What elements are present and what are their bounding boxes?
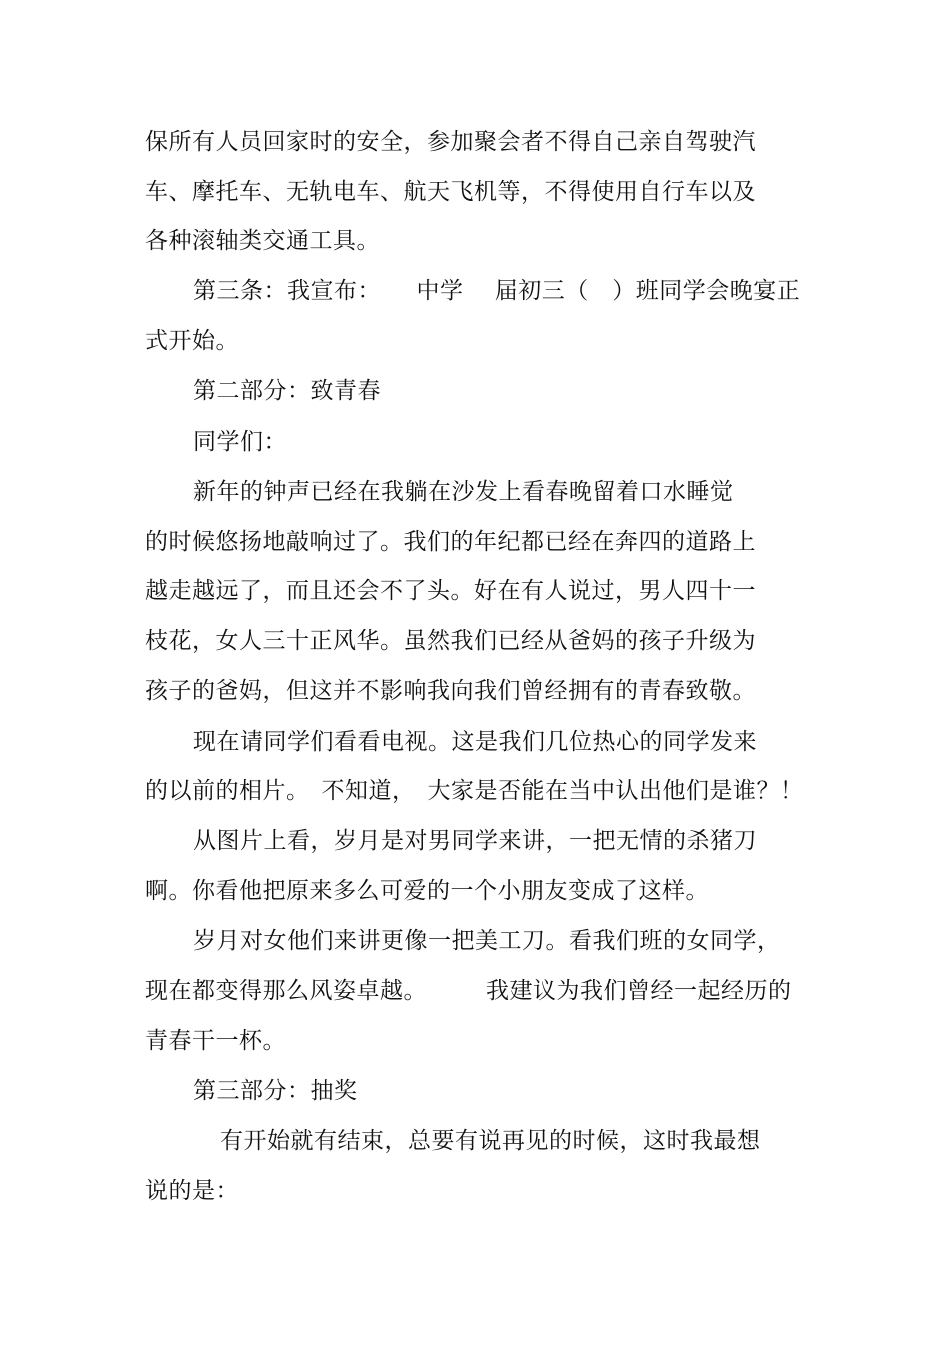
- text-line: 的时候悠扬地敲响过了。我们的年纪都已经在奔四的道路上: [145, 529, 756, 555]
- text-line: 说的是：: [145, 1178, 239, 1204]
- text-line: 岁月对女他们来讲更像一把美工刀。看我们班的女同学，: [193, 928, 781, 954]
- text-line: 保所有人员回家时的安全，参加聚会者不得自己亲自驾驶汽: [145, 129, 756, 155]
- text-line: 从图片上看，岁月是对男同学来讲，一把无情的杀猪刀: [193, 828, 757, 854]
- text-line: 车、摩托车、无轨电车、航天飞机等，不得使用自行车以及: [145, 179, 756, 205]
- text-line: 青春干一杯。: [145, 1028, 286, 1054]
- text-line: 新年的钟声已经在我躺在沙发上看春晚留着口水睡觉: [193, 479, 734, 505]
- text-line: 孩子的爸妈，但这并不影响我向我们曾经拥有的青春致敬。: [145, 678, 756, 704]
- text-line: 式开始。: [145, 328, 239, 354]
- text-line: 现在请同学们看看电视。这是我们几位热心的同学发来: [193, 729, 757, 755]
- text-line: 各种滚轴类交通工具。: [145, 228, 380, 254]
- text-line: 同学们：: [193, 429, 287, 455]
- text-line: 枝花，女人三十正风华。虽然我们已经从爸妈的孩子升级为: [145, 628, 756, 654]
- text-line: 啊。你看他把原来多么可爱的一个小朋友变成了这样。: [145, 878, 709, 904]
- text-line: 越走越远了，而且还会不了头。好在有人说过，男人四十一: [145, 578, 756, 604]
- section-heading: 第三部分：抽奖: [193, 1078, 358, 1104]
- text-line: 有开始就有结束，总要有说再见的时候，这时我最想: [220, 1128, 761, 1154]
- text-line: 现在都变得那么风姿卓越。 我建议为我们曾经一起经历的: [145, 978, 792, 1004]
- text-line: 的以前的相片。 不知道， 大家是否能在当中认出他们是谁？！: [145, 778, 804, 804]
- text-line: 第三条：我宣布： 中学 届初三（ ）班同学会晚宴正: [193, 278, 801, 304]
- section-heading: 第二部分：致青春: [193, 378, 381, 404]
